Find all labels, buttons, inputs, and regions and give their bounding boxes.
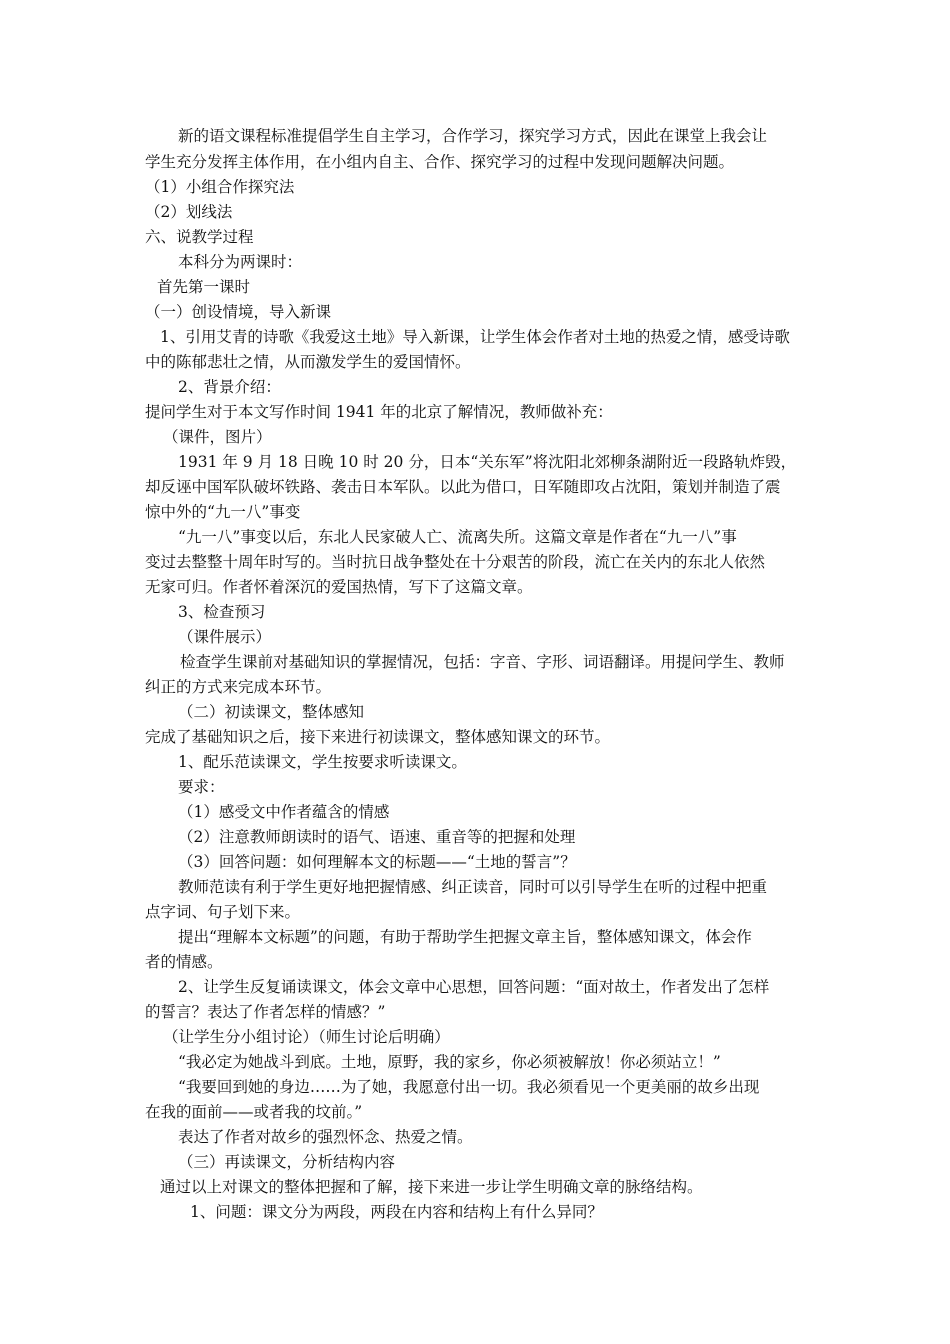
text-line: 无家可归。作者怀着深沉的爱国热情，写下了这篇文章。 <box>145 578 533 596</box>
text-line: 的誓言？表达了作者怎样的情感？” <box>145 1003 386 1021</box>
text-line: 2、背景介绍： <box>178 378 281 396</box>
text-line: 检查学生课前对基础知识的掌握情况，包括：字音、字形、词语翻译。用提问学生、教师 <box>180 653 785 671</box>
text-line: 提出“理解本文标题”的问题，有助于帮助学生把握文章主旨，整体感知课文，体会作 <box>178 928 752 946</box>
text-line: 1931 年 9 月 18 日晚 10 时 20 分，日本“关东军”将沈阳北郊柳条湖附近一段路轨炸毁， <box>178 453 797 471</box>
text-line: （课件展示） <box>178 628 272 646</box>
text-line: “我必定为她战斗到底。土地，原野，我的家乡，你必须被解放！你必须站立！” <box>178 1053 721 1071</box>
text-line: 纠正的方式来完成本环节。 <box>145 678 332 696</box>
text-line: （课件，图片） <box>163 428 272 446</box>
subsection-heading: （一）创设情境，导入新课 <box>145 303 332 321</box>
text-line: 点字词、句子划下来。 <box>145 903 301 921</box>
text-line: 学生充分发挥主体作用，在小组内自主、合作、探究学习的过程中发现问题解决问题。 <box>145 153 735 171</box>
subsection-heading: （三）再读课文，分析结构内容 <box>178 1153 396 1171</box>
text-line: 者的情感。 <box>145 953 223 971</box>
text-line: 要求： <box>178 778 225 796</box>
text-line: （1）小组合作探究法 <box>145 178 295 196</box>
text-line: 首先第一课时 <box>157 278 251 296</box>
subsection-heading: （二）初读课文，整体感知 <box>178 703 365 721</box>
text-line: 惊中外的“九一八”事变 <box>145 503 301 521</box>
text-line: 1、问题：课文分为两段，两段在内容和结构上有什么异同？ <box>190 1203 603 1221</box>
text-line: 表达了作者对故乡的强烈怀念、热爱之情。 <box>178 1128 473 1146</box>
text-line: “九一八”事变以后，东北人民家破人亡、流离失所。这篇文章是作者在“九一八”事 <box>178 528 737 546</box>
text-line: 教师范读有利于学生更好地把握情感、纠正读音，同时可以引导学生在听的过程中把重 <box>178 878 768 896</box>
text-line: 2、让学生反复诵读课文，体会文章中心思想，回答问题：“面对故土，作者发出了怎样 <box>178 978 770 996</box>
text-line: 完成了基础知识之后，接下来进行初读课文，整体感知课文的环节。 <box>145 728 611 746</box>
text-line: 变过去整整十周年时写的。当时抗日战争整处在十分艰苦的阶段，流亡在关内的东北人依然 <box>145 553 766 571</box>
text-line: 1、配乐范读课文，学生按要求听读课文。 <box>178 753 467 771</box>
text-line: 1、引用艾青的诗歌《我爱这土地》导入新课，让学生体会作者对土地的热爱之情，感受诗歌 <box>160 328 790 346</box>
text-line: 提问学生对于本文写作时间 1941 年的北京了解情况，教师做补充： <box>145 403 613 421</box>
text-line: “我要回到她的身边……为了她，我愿意付出一切。我必须看见一个更美丽的故乡出现 <box>178 1078 760 1096</box>
section-heading: 六、说教学过程 <box>145 228 254 246</box>
text-line: 在我的面前——或者我的坟前。” <box>145 1103 363 1121</box>
text-line: 3、检查预习 <box>178 603 266 621</box>
text-line: 却反诬中国军队破坏铁路、袭击日本军队。以此为借口，日军随即攻占沈阳，策划并制造了震 <box>145 478 781 496</box>
text-line: （让学生分小组讨论）（师生讨论后明确） <box>163 1028 450 1046</box>
text-line: 新的语文课程标准提倡学生自主学习，合作学习，探究学习方式，因此在课堂上我会让 <box>178 127 768 145</box>
text-line: （2）注意教师朗读时的语气、语速、重音等的把握和处理 <box>178 828 576 846</box>
text-line: 中的陈郁悲壮之情，从而激发学生的爱国情怀。 <box>145 353 471 371</box>
text-line: （1）感受文中作者蕴含的情感 <box>178 803 390 821</box>
text-line: 通过以上对课文的整体把握和了解，接下来进一步让学生明确文章的脉络结构。 <box>160 1178 703 1196</box>
text-line: 本科分为两课时： <box>178 253 303 271</box>
text-line: （2）划线法 <box>145 203 233 221</box>
text-line: （3）回答问题：如何理解本文的标题——“土地的誓言”？ <box>178 853 576 871</box>
